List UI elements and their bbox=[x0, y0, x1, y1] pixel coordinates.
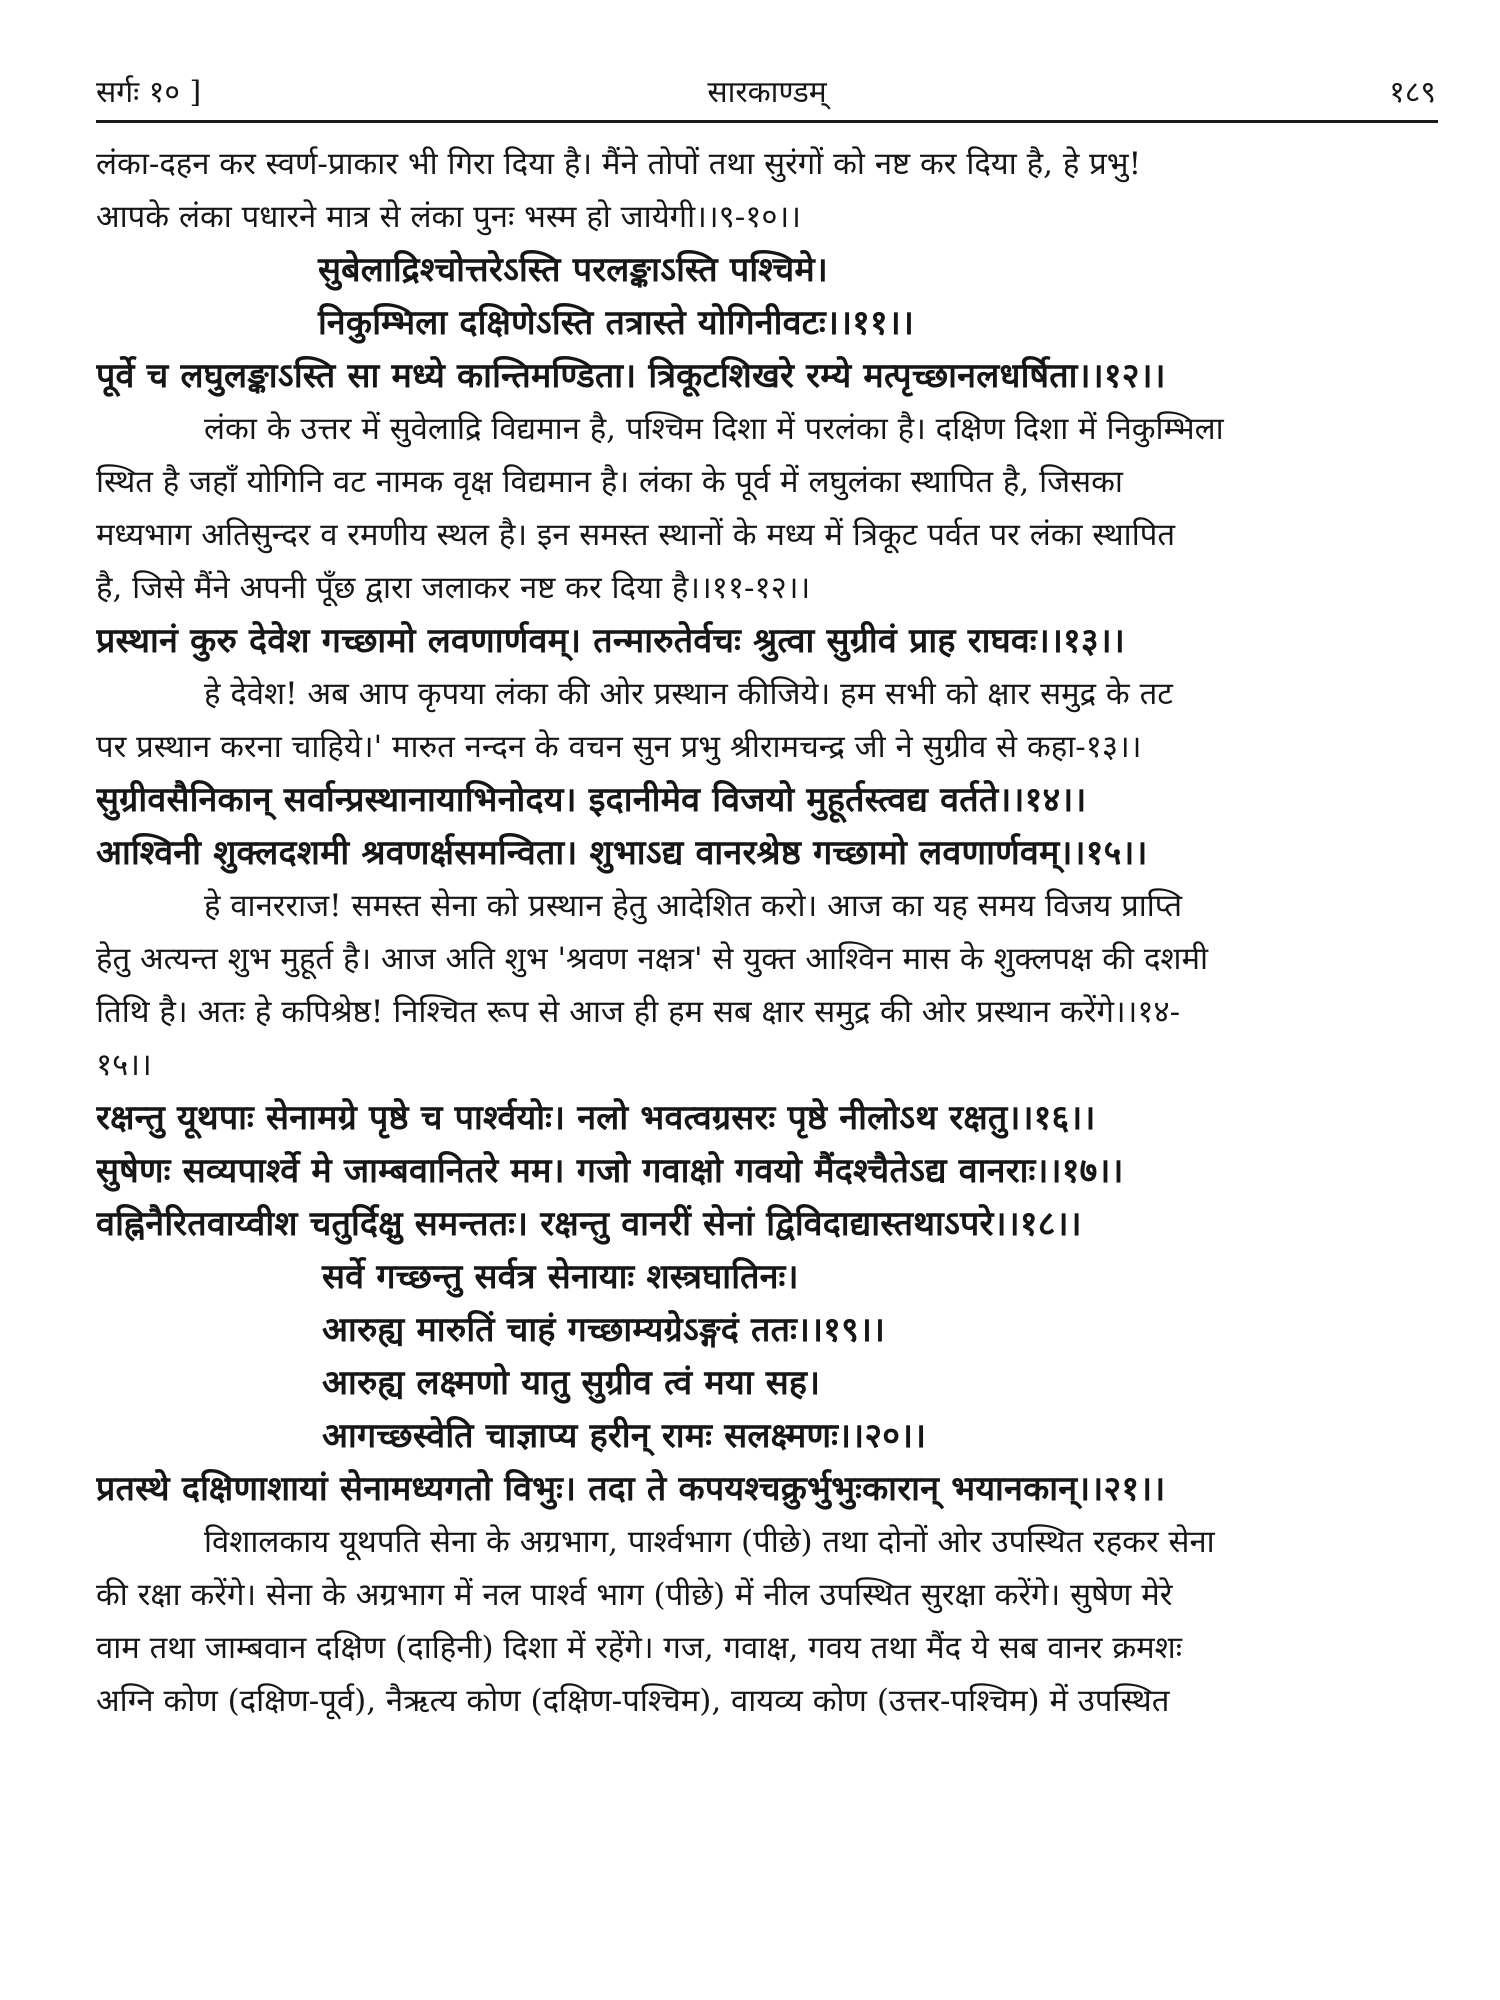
verse-line: आरुह्य मारुतिं चाहं गच्छाम्यग्रेऽङ्गदं ततः।।१९।। bbox=[322, 1310, 886, 1350]
verse-line: सुबेलाद्रिश्चोत्तरेऽस्ति परलङ्काऽस्ति पश्चिमे। bbox=[318, 250, 828, 290]
page-body bbox=[96, 138, 1438, 1728]
prose-line: हेतु अत्यन्त शुभ मुहूर्त है। आज अति शुभ 'श्रवण नक्षत्र' से युक्त आश्विन मास के शुक्लपक्ष की दशमी bbox=[96, 941, 1209, 977]
prose-line: हे देवेश! अब आप कृपया लंका की ओर प्रस्थान कीजिये। हम सभी को क्षार समुद्र के तट bbox=[204, 676, 1173, 712]
verse-line: आरुह्य लक्ष्मणो यातु सुग्रीव त्वं मया सह। bbox=[322, 1363, 821, 1403]
verse-line: निकुम्भिला दक्षिणेऽस्ति तत्रास्ते योगिनीवटः।।११।। bbox=[318, 303, 915, 343]
prose-line: अग्नि कोण (दक्षिण-पूर्व), नैऋत्य कोण (दक्षिण-पश्चिम), वायव्य कोण (उत्तर-पश्चिम) में उपस्थित bbox=[96, 1683, 1170, 1719]
page-number: १८९ bbox=[1389, 75, 1436, 110]
prose-line: लंका के उत्तर में सुवेलाद्रि विद्यमान है, पश्चिम दिशा में परलंका है। दक्षिण दिशा में निकुम्भिला bbox=[204, 411, 1224, 447]
prose-line: लंका-दहन कर स्वर्ण-प्राकार भी गिरा दिया है। मैंने तोपों तथा सुरंगों को नष्ट कर दिया है, हे प्रभु! bbox=[96, 146, 1142, 182]
prose-line: वाम तथा जाम्बवान दक्षिण (दाहिनी) दिशा में रहेंगे। गज, गवाक्ष, गवय तथा मैंद ये सब वानर क्रमशः bbox=[96, 1630, 1183, 1666]
section-title: सारकाण्डम् bbox=[707, 75, 827, 110]
prose-line: आपके लंका पधारने मात्र से लंका पुनः भस्म हो जायेगी।।९-१०।। bbox=[96, 199, 801, 235]
chapter-label: सर्गः १० ] bbox=[96, 75, 202, 110]
verse-line: आगच्छस्वेति चाज्ञाप्य हरीन् रामः सलक्ष्मणः।।२०।। bbox=[322, 1416, 927, 1456]
prose-line: है, जिसे मैंने अपनी पूँछ द्वारा जलाकर नष्ट कर दिया है।।११-१२।। bbox=[96, 570, 811, 606]
prose-line: तिथि है। अतः हे कपिश्रेष्ठ! निश्चित रूप से आज ही हम सब क्षार समुद्र की ओर प्रस्थान करेंगे।।१४- bbox=[96, 994, 1181, 1030]
verse-line: प्रस्थानं कुरु देवेश गच्छामो लवणार्णवम्। तन्मारुतेर्वचः श्रुत्वा सुग्रीवं प्राह राघवः।।१३।। bbox=[96, 621, 1125, 661]
verse-line: सर्वे गच्छन्तु सर्वत्र सेनायाः शस्त्रघातिनः। bbox=[322, 1257, 799, 1297]
prose-line: की रक्षा करेंगे। सेना के अग्रभाग में नल पार्श्व भाग (पीछे) में नील उपस्थित सुरक्षा करेंगे। सुषेण मेरे bbox=[96, 1577, 1173, 1613]
verse-line: प्रतस्थे दक्षिणाशायां सेनामध्यगतो विभुः। तदा ते कपयश्चक्रुर्भुभुःकारान् भयानकान्।।२१।। bbox=[96, 1469, 1166, 1509]
verse-line: पूर्वे च लघुलङ्काऽस्ति सा मध्ये कान्तिमण्डिता। त्रिकूटशिखरे रम्ये मत्पृच्छानलधर्षिता।।१२।। bbox=[96, 356, 1166, 396]
prose-line: स्थित है जहाँ योगिनि वट नामक वृक्ष विद्यमान है। लंका के पूर्व में लघुलंका स्थापित है, जिसका bbox=[96, 464, 1123, 500]
verse-line: वह्निनैरितवाय्वीश चतुर्दिक्षु समन्ततः। रक्षन्तु वानरीं सेनां द्विविदाद्यास्तथाऽपरे।।१८।। bbox=[96, 1204, 1082, 1244]
prose-line: १५।। bbox=[96, 1047, 152, 1083]
prose-line: मध्यभाग अतिसुन्दर व रमणीय स्थल है। इन समस्त स्थानों के मध्य में त्रिकूट पर्वत पर लंका स्थापित bbox=[96, 517, 1176, 553]
verse-line: सुग्रीवसैनिकान् सर्वान्प्रस्थानायाभिनोदय। इदानीमेव विजयो मुहूर्तस्त्वद्य वर्तते।।१४।। bbox=[96, 780, 1087, 820]
prose-line: हे वानरराज! समस्त सेना को प्रस्थान हेतु आदेशित करो। आज का यह समय विजय प्राप्ति bbox=[204, 888, 1183, 924]
prose-line: विशालकाय यूथपति सेना के अग्रभाग, पार्श्वभाग (पीछे) तथा दोनों ओर उपस्थित रहकर सेना bbox=[204, 1524, 1215, 1560]
verse-line: रक्षन्तु यूथपाः सेनामग्रे पृष्ठे च पार्श्वयोः। नलो भवत्वग्रसरः पृष्ठे नीलोऽथ रक्षतु।।१६।। bbox=[96, 1098, 1096, 1138]
page-header bbox=[96, 60, 1438, 123]
verse-line: सुषेणः सव्यपार्श्वे मे जाम्बवानितरे मम। गजो गवाक्षो गवयो मैंदश्चैतेऽद्य वानराः।।१७।। bbox=[96, 1151, 1124, 1191]
prose-line: पर प्रस्थान करना चाहिये।' मारुत नन्दन के वचन सुन प्रभु श्रीरामचन्द्र जी ने सुग्रीव से कहा-१३।। bbox=[96, 729, 1142, 765]
verse-line: आश्विनी शुक्लदशमी श्रवणर्क्षसमन्विता। शुभाऽद्य वानरश्रेष्ठ गच्छामो लवणार्णवम्।।१५।। bbox=[96, 833, 1148, 873]
